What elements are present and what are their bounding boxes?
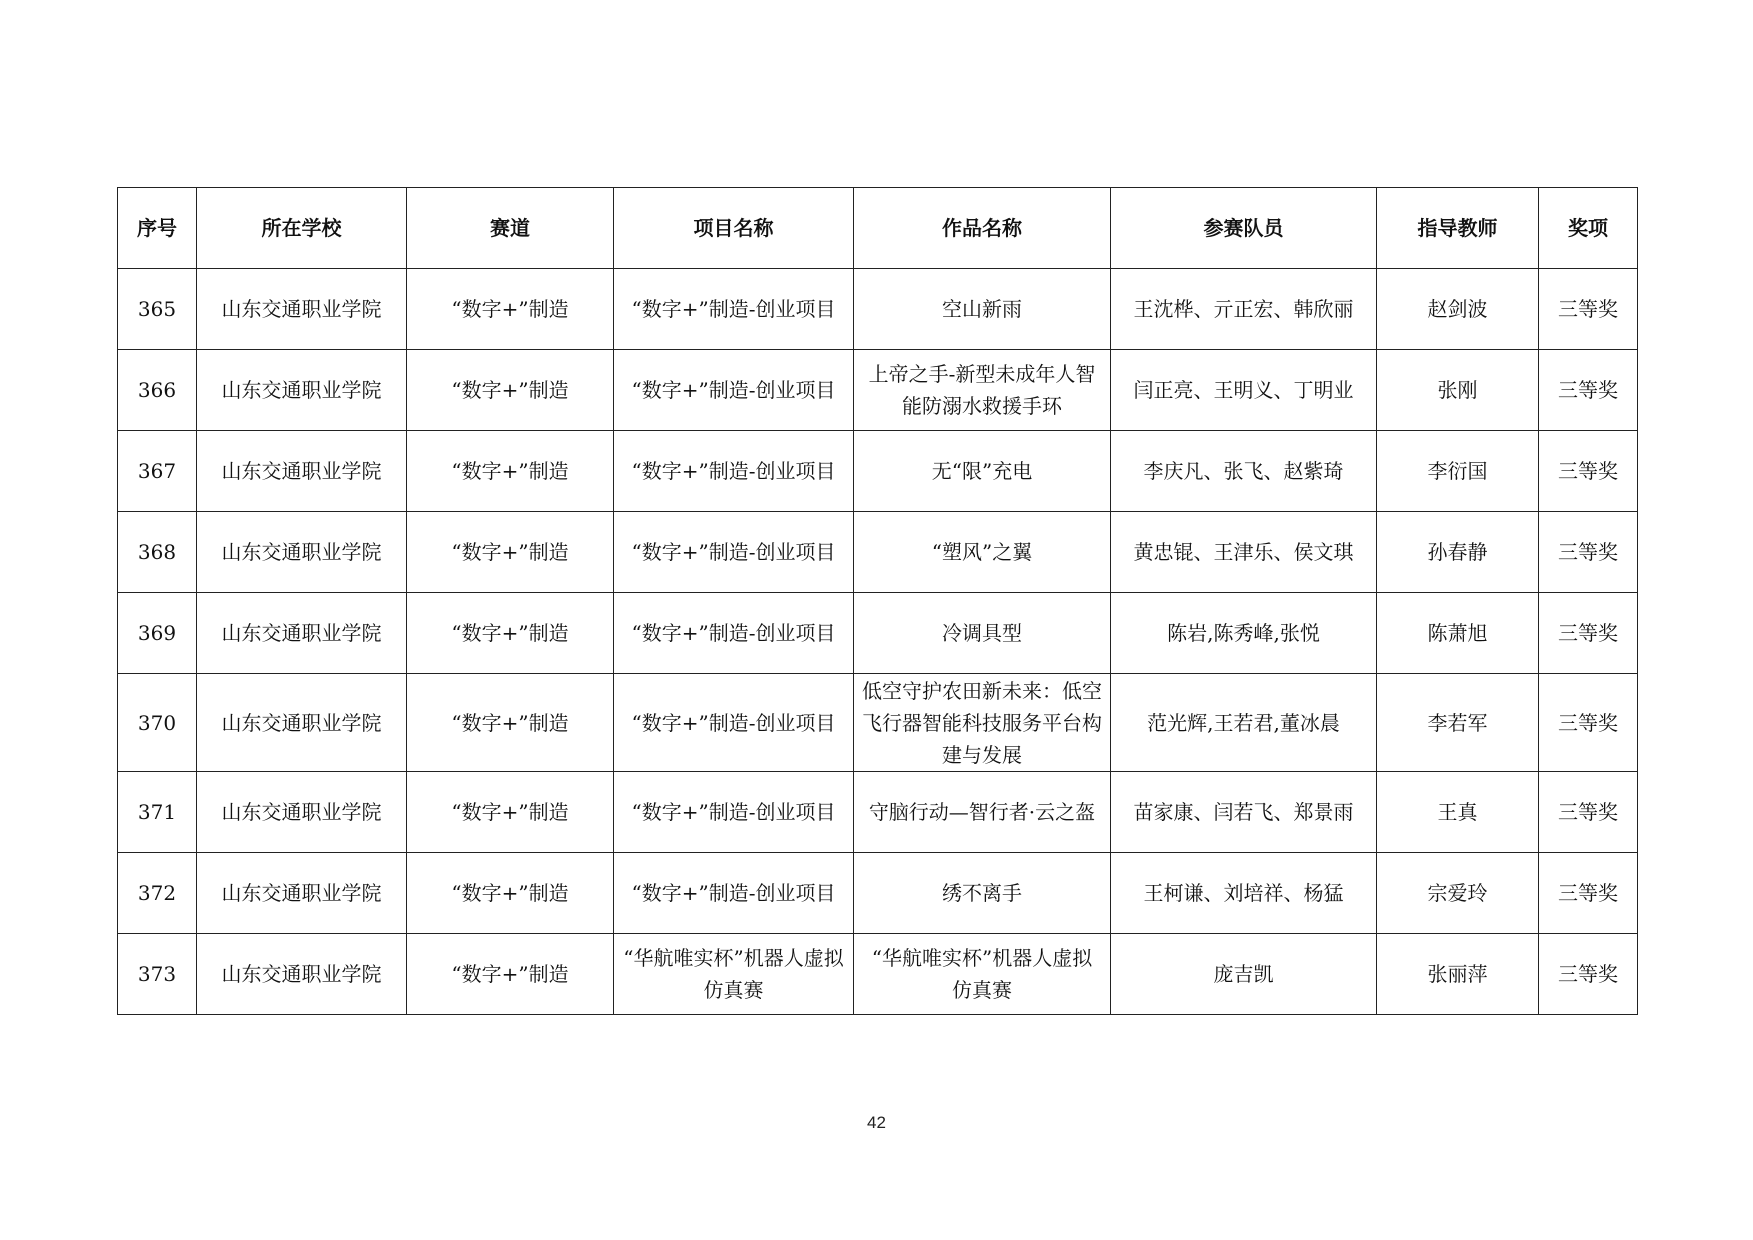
cell-track: “数字+”制造 <box>407 772 614 853</box>
cell-school: 山东交通职业学院 <box>197 512 407 593</box>
table-row <box>118 593 1638 674</box>
cell-members: 闫正亮、王明义、丁明业 <box>1111 350 1377 431</box>
cell-project: “数字+”制造-创业项目 <box>614 674 854 772</box>
cell-award: 三等奖 <box>1539 512 1638 593</box>
cell-members: 王沈桦、亓正宏、韩欣丽 <box>1111 269 1377 350</box>
cell-no: 367 <box>118 431 197 512</box>
cell-no: 368 <box>118 512 197 593</box>
cell-school: 山东交通职业学院 <box>197 593 407 674</box>
cell-work: 空山新雨 <box>854 269 1111 350</box>
cell-award: 三等奖 <box>1539 674 1638 772</box>
cell-advisor: 陈萧旭 <box>1377 593 1539 674</box>
cell-track: “数字+”制造 <box>407 674 614 772</box>
cell-school: 山东交通职业学院 <box>197 772 407 853</box>
cell-no: 365 <box>118 269 197 350</box>
table-row <box>118 431 1638 512</box>
cell-award: 三等奖 <box>1539 431 1638 512</box>
table-row <box>118 674 1638 772</box>
cell-award: 三等奖 <box>1539 934 1638 1015</box>
table-row <box>118 853 1638 934</box>
cell-work: 冷调具型 <box>854 593 1111 674</box>
cell-no: 372 <box>118 853 197 934</box>
cell-advisor: 李若军 <box>1377 674 1539 772</box>
cell-work: 绣不离手 <box>854 853 1111 934</box>
cell-work: “华航唯实杯”机器人虚拟仿真赛 <box>854 934 1111 1015</box>
cell-no: 371 <box>118 772 197 853</box>
cell-project: “数字+”制造-创业项目 <box>614 512 854 593</box>
cell-track: “数字+”制造 <box>407 934 614 1015</box>
cell-award: 三等奖 <box>1539 593 1638 674</box>
cell-no: 373 <box>118 934 197 1015</box>
header-no: 序号 <box>118 188 197 269</box>
header-advisor: 指导教师 <box>1377 188 1539 269</box>
cell-work: 守脑行动—智行者·云之盔 <box>854 772 1111 853</box>
table-row <box>118 269 1638 350</box>
cell-track: “数字+”制造 <box>407 853 614 934</box>
cell-track: “数字+”制造 <box>407 431 614 512</box>
cell-members: 庞吉凯 <box>1111 934 1377 1015</box>
table-row <box>118 772 1638 853</box>
cell-project: “数字+”制造-创业项目 <box>614 772 854 853</box>
header-project: 项目名称 <box>614 188 854 269</box>
table-row <box>118 512 1638 593</box>
header-members: 参赛队员 <box>1111 188 1377 269</box>
cell-project: “数字+”制造-创业项目 <box>614 593 854 674</box>
cell-members: 范光辉,王若君,董冰晨 <box>1111 674 1377 772</box>
cell-school: 山东交通职业学院 <box>197 350 407 431</box>
cell-project: “数字+”制造-创业项目 <box>614 269 854 350</box>
cell-project: “数字+”制造-创业项目 <box>614 853 854 934</box>
header-row <box>118 188 1638 269</box>
cell-project: “数字+”制造-创业项目 <box>614 350 854 431</box>
cell-advisor: 李衍国 <box>1377 431 1539 512</box>
page-number: 42 <box>867 1113 886 1132</box>
cell-work: 低空守护农田新未来：低空飞行器智能科技服务平台构建与发展 <box>854 674 1111 772</box>
cell-advisor: 孙春静 <box>1377 512 1539 593</box>
cell-school: 山东交通职业学院 <box>197 674 407 772</box>
table-row <box>118 934 1638 1015</box>
cell-track: “数字+”制造 <box>407 269 614 350</box>
cell-advisor: 王真 <box>1377 772 1539 853</box>
cell-award: 三等奖 <box>1539 772 1638 853</box>
cell-school: 山东交通职业学院 <box>197 934 407 1015</box>
cell-members: 黄忠锟、王津乐、侯文琪 <box>1111 512 1377 593</box>
cell-no: 370 <box>118 674 197 772</box>
cell-track: “数字+”制造 <box>407 350 614 431</box>
cell-members: 陈岩,陈秀峰,张悦 <box>1111 593 1377 674</box>
header-school: 所在学校 <box>197 188 407 269</box>
cell-award: 三等奖 <box>1539 350 1638 431</box>
cell-work: 无“限”充电 <box>854 431 1111 512</box>
table-row <box>118 350 1638 431</box>
header-work: 作品名称 <box>854 188 1111 269</box>
cell-school: 山东交通职业学院 <box>197 269 407 350</box>
cell-track: “数字+”制造 <box>407 512 614 593</box>
cell-school: 山东交通职业学院 <box>197 431 407 512</box>
awards-table <box>117 187 1638 1015</box>
cell-award: 三等奖 <box>1539 853 1638 934</box>
cell-award: 三等奖 <box>1539 269 1638 350</box>
cell-school: 山东交通职业学院 <box>197 853 407 934</box>
cell-advisor: 赵剑波 <box>1377 269 1539 350</box>
header-award: 奖项 <box>1539 188 1638 269</box>
cell-members: 王柯谦、刘培祥、杨猛 <box>1111 853 1377 934</box>
cell-project: “华航唯实杯”机器人虚拟仿真赛 <box>614 934 854 1015</box>
cell-no: 369 <box>118 593 197 674</box>
cell-project: “数字+”制造-创业项目 <box>614 431 854 512</box>
header-track: 赛道 <box>407 188 614 269</box>
cell-work: 上帝之手-新型未成年人智能防溺水救援手环 <box>854 350 1111 431</box>
cell-members: 李庆凡、张飞、赵紫琦 <box>1111 431 1377 512</box>
cell-advisor: 宗爱玲 <box>1377 853 1539 934</box>
cell-members: 苗家康、闫若飞、郑景雨 <box>1111 772 1377 853</box>
cell-work: “塑风”之翼 <box>854 512 1111 593</box>
cell-track: “数字+”制造 <box>407 593 614 674</box>
cell-advisor: 张丽萍 <box>1377 934 1539 1015</box>
cell-advisor: 张刚 <box>1377 350 1539 431</box>
cell-no: 366 <box>118 350 197 431</box>
